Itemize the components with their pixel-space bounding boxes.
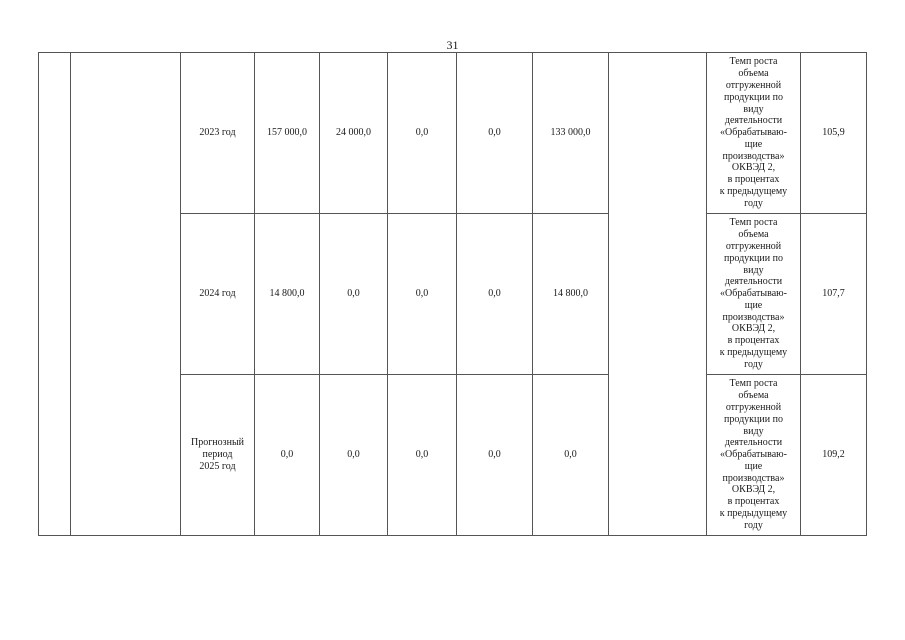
indicator-value-cell: 105,9 [801,53,867,214]
table-row [39,53,867,214]
funding-cell: 0,0 [388,214,457,375]
funding-cell: 0,0 [320,375,388,536]
page-number: 31 [446,38,459,52]
total-cell: 0,0 [255,375,320,536]
indicator-value-cell: 109,2 [801,375,867,536]
event-name-cell [71,53,181,536]
number-cell [39,53,71,536]
funding-cell: 0,0 [388,53,457,214]
funding-cell: 0,0 [457,53,533,214]
indicator-cell: Темп роста объема отгруженной продукции по виду деятельности «Обрабатываю- щие производства» ОКВЭД 2, в процентах к предыдущему году [707,53,801,214]
period-cell: Прогнозный период 2025 год [181,375,255,536]
executor-cell [609,53,707,536]
funding-cell: 0,0 [388,375,457,536]
indicator-value-cell: 107,7 [801,214,867,375]
funding-cell: 0,0 [533,375,609,536]
indicator-cell: Темп роста объема отгруженной продукции по виду деятельности «Обрабатываю- щие производства» ОКВЭД 2, в процентах к предыдущему году [707,375,801,536]
funding-cell: 0,0 [457,375,533,536]
funding-cell: 0,0 [457,214,533,375]
funding-cell: 24 000,0 [320,53,388,214]
funding-cell: 14 800,0 [533,214,609,375]
funding-cell: 133 000,0 [533,53,609,214]
period-cell: 2023 год [181,53,255,214]
total-cell: 14 800,0 [255,214,320,375]
period-cell: 2024 год [181,214,255,375]
total-cell: 157 000,0 [255,53,320,214]
indicator-cell: Темп роста объема отгруженной продукции по виду деятельности «Обрабатываю- щие производства» ОКВЭД 2, в процентах к предыдущему году [707,214,801,375]
program-table [38,52,867,536]
funding-cell: 0,0 [320,214,388,375]
